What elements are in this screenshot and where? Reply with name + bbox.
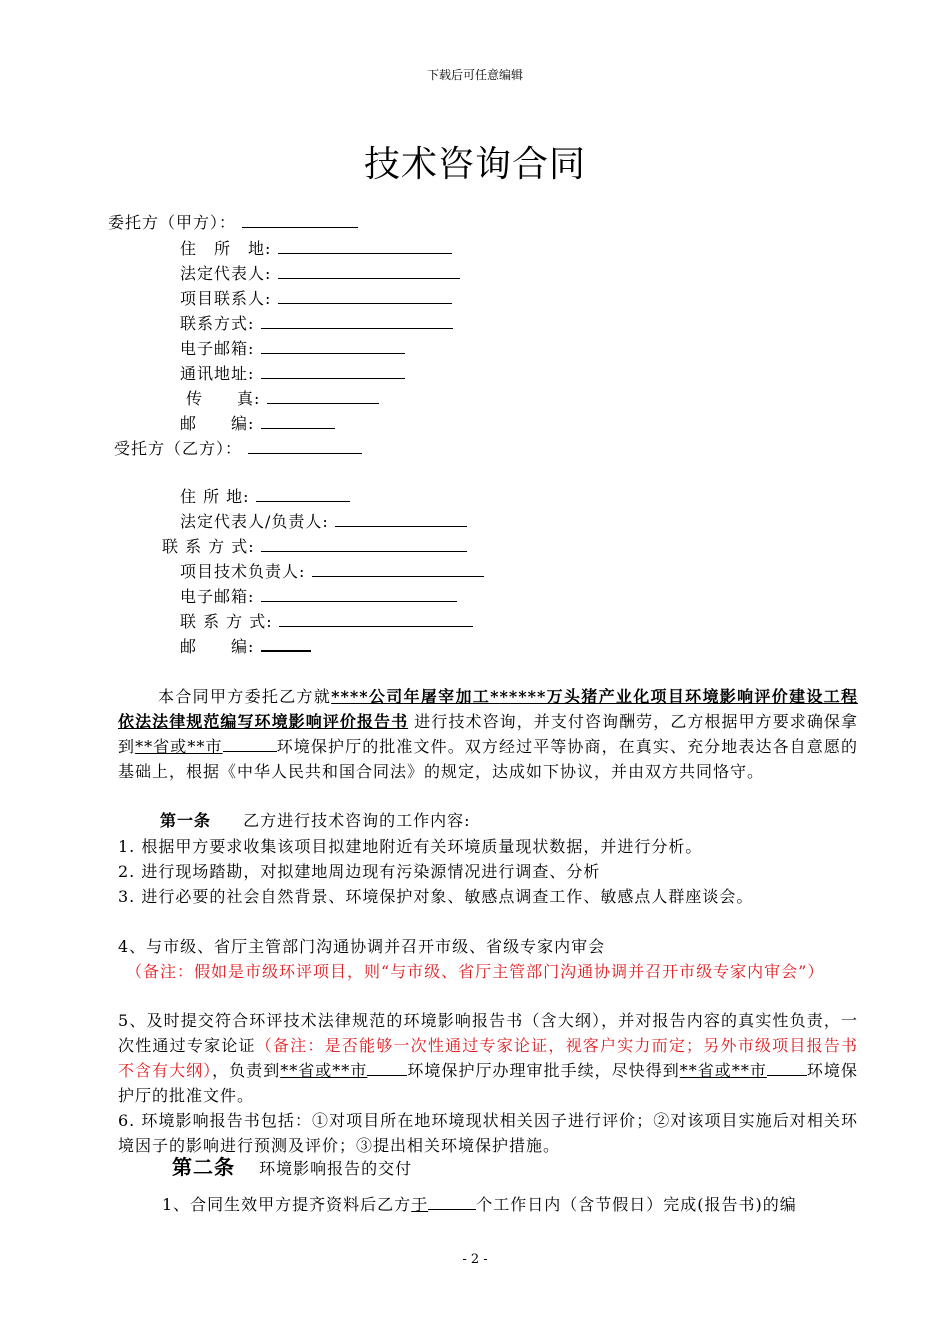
article-1-heading: 第一条 — [160, 811, 212, 830]
field-blank[interactable] — [278, 289, 452, 304]
intro-text: 进行技术咨询，并支付咨询酬劳，乙方根据甲方要求确保拿到 — [118, 712, 858, 756]
article-1-item-5 — [118, 1008, 858, 1108]
field-label: 住 所 地: — [180, 239, 272, 258]
page-title: 技术咨询合同 — [363, 144, 586, 185]
field-label: 联系方式: — [180, 314, 255, 333]
field-blank[interactable] — [278, 239, 452, 254]
party-b-label: 受托方（乙方）： — [114, 439, 243, 458]
article-1-heading-row — [160, 810, 471, 832]
intro-text: 环境保护厅的批准文件。双方经过平等协商，在真实、充分地表达各自意愿的基础上，根据《中华人民共和国合同法》的规定，达成如下协议，并由双方共同恪守。 — [118, 737, 858, 781]
party-a-email-row — [180, 338, 405, 360]
field-label: 电子邮箱: — [180, 339, 255, 358]
party-b-email-row — [180, 586, 457, 608]
field-label: 项目联系人: — [180, 289, 272, 308]
field-blank[interactable] — [261, 339, 405, 354]
field-label: 联 系 方 式: — [162, 537, 255, 556]
party-b-address-row — [180, 486, 350, 508]
party-b-tech-lead-row — [180, 561, 484, 583]
party-a-mail-address-row — [180, 363, 405, 385]
party-a-fax-row — [186, 388, 379, 410]
header-note: 下载后可任意编辑 — [426, 68, 523, 82]
party-a-contact-person-row — [180, 288, 452, 310]
article-2-heading: 第二条 — [172, 1155, 235, 1179]
article-1-item-1: 1. 根据甲方要求收集该项目拟建地附近有关环境质量现状数据，并进行分析。 — [118, 837, 703, 856]
item-text: ，负责到 — [212, 1061, 281, 1080]
field-label: 通讯地址: — [180, 364, 255, 383]
project-name: ****公司年屠宰加工******万头猪产业化项目环境影响评价建设工程依法法律规范编写环境影响评价报告书 — [118, 687, 858, 731]
location-underline — [223, 737, 277, 752]
party-a-contact-row — [180, 313, 453, 335]
location-underline — [367, 1061, 407, 1076]
party-a-row — [108, 212, 358, 234]
article-1-item-2: 2. 进行现场踏勘，对拟建地周边现有污染源情况进行调查、分析 — [118, 862, 601, 881]
party-b-row — [114, 438, 362, 460]
item-text: 1、合同生效甲方提齐资料后乙方 — [162, 1195, 412, 1214]
item-text: 环境保护厅的批准文件。 — [118, 1061, 858, 1105]
article-1-item-3: 3. 进行必要的社会自然背景、环境保护对象、敏感点调查工作、敏感点人群座谈会。 — [118, 887, 754, 906]
party-a-legal-rep-row — [180, 263, 460, 285]
party-a-postcode-row — [180, 413, 335, 435]
field-label: 法定代表人/负责人: — [180, 512, 329, 531]
article-1-title: 乙方进行技术咨询的工作内容: — [243, 811, 471, 830]
days-blank[interactable] — [428, 1195, 476, 1210]
location-underline — [767, 1061, 807, 1076]
field-label: 联 系 方 式: — [180, 612, 273, 631]
item-text: 环境保护厅办理审批手续，尽快得到 — [407, 1061, 680, 1080]
page-number: - 2 - — [462, 1252, 488, 1267]
article-1-note-4: （备注：假如是市级环评项目，则“与市级、省厅主管部门沟通协调并召开市级专家内审会”） — [126, 962, 825, 981]
intro-text: 本合同甲方委托乙方就 — [158, 687, 332, 706]
field-label: 住 所 地: — [180, 487, 250, 506]
field-blank[interactable] — [279, 612, 473, 627]
field-label: 邮 编: — [180, 637, 255, 656]
item-text: 个工作日内（含节假日）完成(报告书)的编 — [476, 1195, 797, 1214]
party-b-postcode-row — [180, 636, 311, 658]
field-blank[interactable] — [261, 414, 335, 429]
party-b-contact-row — [162, 536, 467, 558]
field-blank[interactable] — [261, 636, 311, 652]
field-blank[interactable] — [278, 264, 460, 279]
field-blank[interactable] — [261, 314, 453, 329]
party-a-address-row — [180, 238, 452, 260]
party-b-blank[interactable] — [248, 439, 362, 454]
field-blank[interactable] — [261, 537, 467, 552]
article-2-item-1 — [162, 1194, 797, 1216]
field-label: 法定代表人: — [180, 264, 272, 283]
field-label: 传 真: — [186, 389, 261, 408]
field-blank[interactable] — [267, 389, 379, 404]
field-label: 电子邮箱: — [180, 587, 255, 606]
article-2-title: 环境影响报告的交付 — [259, 1159, 413, 1178]
location-blank: **省或**市 — [679, 1061, 767, 1080]
intro-paragraph — [118, 684, 858, 784]
party-b-legal-rep-row — [180, 511, 467, 533]
item-text: 于 — [411, 1195, 429, 1214]
article-1-item-6: 6. 环境影响报告书包括：①对项目所在地环境现状相关因子进行评价；②对该项目实施后对相关环境因子的影响进行预测及评价；③提出相关环境保护措施。 — [118, 1111, 858, 1155]
field-blank[interactable] — [261, 587, 457, 602]
field-label: 邮 编: — [180, 414, 255, 433]
field-blank[interactable] — [261, 364, 405, 379]
field-blank[interactable] — [335, 512, 467, 527]
note-5: （备注：是否能够一次性通过专家论证，视客户实力而定；另外市级项目报告书不含有大纲） — [118, 1036, 858, 1080]
article-2-heading-row — [172, 1156, 412, 1180]
item-text: 5、及时提交符合环评技术法律规范的环境影响报告书（含大纲），并对报告内容的真实性负责，一次性通过专家论证 — [118, 1011, 858, 1055]
location-blank: **省或**市 — [135, 737, 223, 756]
field-blank[interactable] — [256, 487, 350, 502]
field-label: 项目技术负责人: — [180, 562, 306, 581]
party-a-blank[interactable] — [242, 213, 358, 228]
location-blank: **省或**市 — [280, 1061, 368, 1080]
field-blank[interactable] — [312, 562, 484, 577]
article-1-item-4: 4、与市级、省厅主管部门沟通协调并召开市级、省级专家内审会 — [118, 937, 606, 956]
party-b-contact2-row — [180, 611, 473, 633]
party-a-label: 委托方（甲方）： — [108, 213, 237, 232]
